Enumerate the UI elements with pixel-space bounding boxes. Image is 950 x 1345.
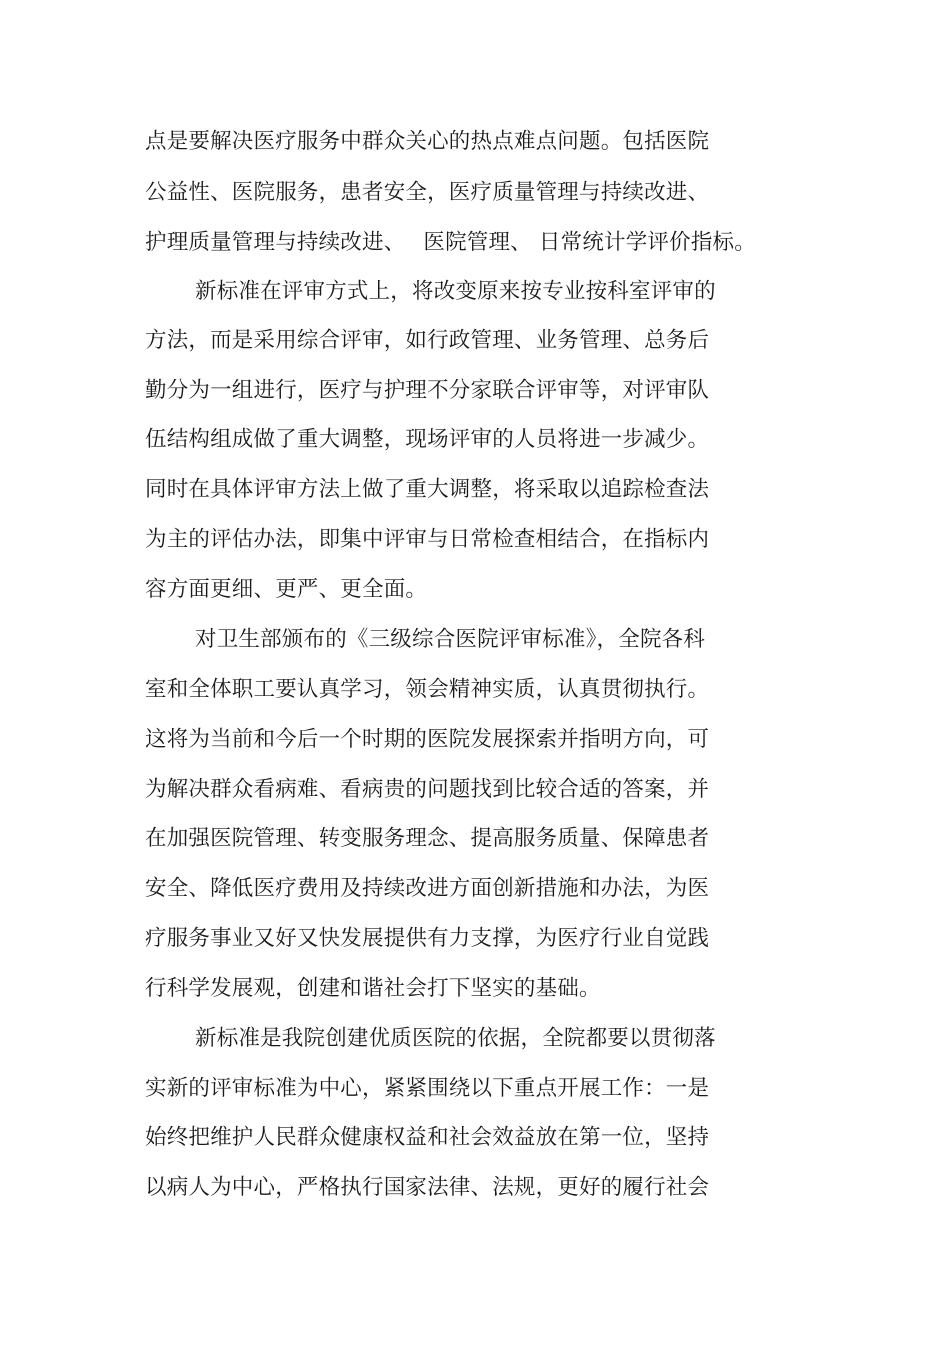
text-line-3: 护理质量管理与持续改进、 医院管理、 日常统计学评价指标。 (145, 230, 756, 255)
text-line-22: 以病人为中心，严格执行国家法律、法规，更好的履行社会 (145, 1175, 710, 1200)
text-line-4: 新标准在评审方式上，将改变原来按专业按科室评审的 (195, 279, 716, 304)
text-line-19: 新标准是我院创建优质医院的依据，全院都要以贯彻落 (195, 1026, 716, 1051)
text-line-18: 行科学发展观，创建和谐社会打下坚实的基础。 (145, 976, 601, 1001)
text-line-10: 容方面更细、更严、更全面。 (145, 577, 428, 602)
text-line-9: 为主的评估办法，即集中评审与日常检查相结合，在指标内 (145, 527, 710, 552)
text-line-8: 同时在具体评审方法上做了重大调整，将采取以追踪检查法 (145, 477, 710, 502)
text-line-11: 对卫生部颁布的《三级综合医院评审标准》，全院各科 (195, 627, 706, 652)
text-line-1: 点是要解决医疗服务中群众关心的热点难点问题。包括医院 (145, 129, 710, 154)
text-line-21: 始终把维护人民群众健康权益和社会效益放在第一位，坚持 (145, 1125, 710, 1150)
text-line-15: 在加强医院管理、转变服务理念、提高服务质量、保障患者 (145, 826, 710, 851)
text-line-14: 为解决群众看病难、看病贵的问题找到比较合适的答案，并 (145, 777, 710, 802)
text-line-7: 伍结构组成做了重大调整，现场评审的人员将进一步减少。 (145, 427, 710, 452)
text-line-12: 室和全体职工要认真学习，领会精神实质，认真贯彻执行。 (145, 677, 710, 702)
text-line-13: 这将为当前和今后一个时期的医院发展探索并指明方向，可 (145, 727, 710, 752)
text-line-17: 疗服务事业又好又快发展提供有力支撑，为医疗行业自觉践 (145, 926, 710, 951)
text-line-20: 实新的评审标准为中心，紧紧围绕以下重点开展工作：一是 (145, 1076, 710, 1101)
text-line-5: 方法，而是采用综合评审，如行政管理、业务管理、总务后 (145, 328, 710, 353)
text-line-6: 勤分为一组进行，医疗与护理不分家联合评审等，对评审队 (145, 378, 710, 403)
text-line-2: 公益性、医院服务，患者安全，医疗质量管理与持续改进、 (145, 180, 710, 205)
text-line-16: 安全、降低医疗费用及持续改进方面创新措施和办法，为医 (145, 876, 710, 901)
